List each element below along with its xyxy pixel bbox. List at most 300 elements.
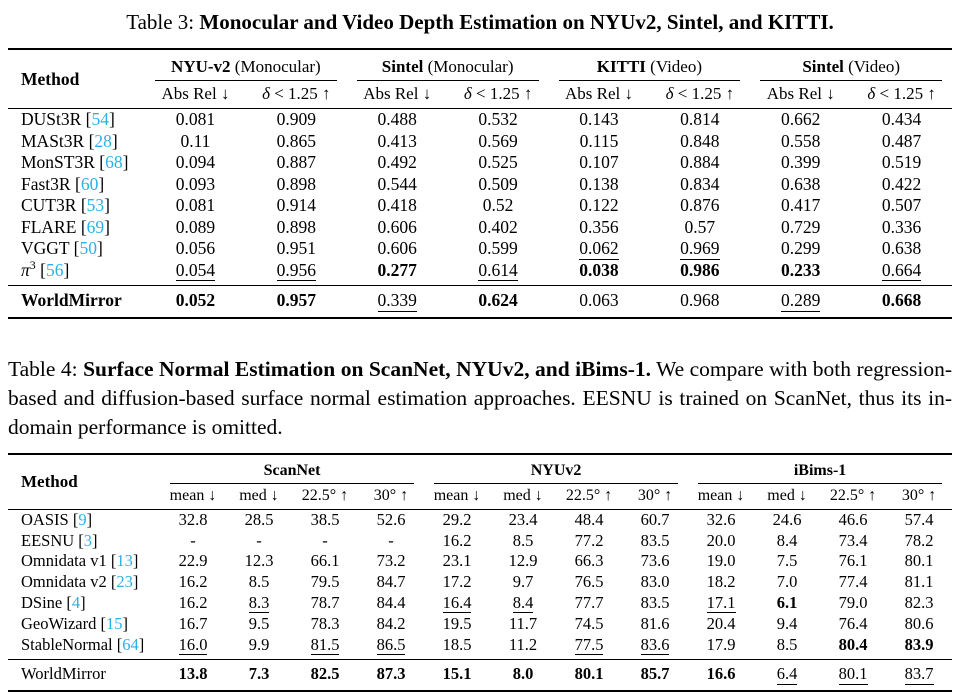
value-cell: 9.5 (248, 613, 270, 633)
value-cell: 0.089 (175, 216, 216, 237)
value-cell (688, 593, 754, 614)
value-cell: 9.7 (512, 572, 534, 592)
value-cell (549, 260, 650, 286)
value-cell (347, 286, 448, 318)
value-cell (145, 286, 246, 318)
table-row (8, 238, 952, 260)
best-value: 85.7 (640, 664, 670, 684)
value-cell: 19.0 (706, 551, 736, 571)
value-cell: 0.599 (478, 238, 518, 259)
table3-caption (8, 9, 952, 35)
bracket: ] (104, 195, 110, 216)
best-value: 83.9 (904, 634, 934, 654)
value-cell (556, 660, 622, 691)
method-name: VGGT (21, 238, 70, 259)
table-row (8, 195, 952, 217)
best-value: 16.6 (706, 664, 736, 684)
bracket: [ (74, 173, 81, 194)
value-cell: 0.115 (579, 130, 619, 151)
value-cell (448, 286, 549, 318)
dataset-mode: (Video) (645, 57, 703, 77)
method-cell (8, 509, 160, 530)
value-cell (750, 286, 851, 318)
metric-column-header: 22.5° ↑ (292, 484, 358, 510)
value-cell: 0.914 (276, 195, 316, 216)
second-best-value: 0.969 (680, 238, 720, 259)
value-cell: 19.5 (442, 613, 472, 633)
metric-column-header: δ < 1.25 ↑ (246, 81, 347, 109)
second-best-value: 77.5 (574, 634, 604, 654)
value-cell: 7.5 (776, 551, 798, 571)
metric-column-header: 22.5° ↑ (820, 484, 886, 510)
value-cell: 0.729 (781, 216, 821, 237)
value-cell: 17.9 (706, 634, 736, 654)
value-cell: 0.143 (579, 109, 619, 130)
second-best-value: 0.289 (781, 290, 821, 311)
metric-column-header: Abs Rel ↓ (549, 81, 650, 109)
value-cell (851, 286, 952, 318)
value-cell: 52.6 (376, 509, 406, 529)
value-cell: 66.3 (574, 551, 604, 571)
bracket: ] (132, 572, 139, 592)
bracket: ] (138, 634, 145, 654)
metric-column-header: δ < 1.25 ↑ (851, 81, 952, 109)
value-cell (622, 635, 688, 660)
table-row (8, 217, 952, 239)
value-cell: 0.107 (579, 152, 619, 173)
dataset-name: iBims-1 (793, 461, 847, 479)
best-value: 15.1 (442, 664, 472, 684)
table-row (8, 635, 952, 660)
method-name: DSine (21, 592, 63, 612)
value-cell: 0.081 (175, 109, 216, 130)
value-cell: 84.4 (376, 592, 406, 612)
value-cell: 24.6 (772, 509, 802, 529)
value-cell: 0.606 (377, 216, 417, 237)
dataset-group-header (160, 454, 424, 484)
value-cell: 84.7 (376, 572, 406, 592)
value-cell: 0.884 (680, 152, 720, 173)
value-cell: 12.9 (508, 551, 538, 571)
value-cell: - (256, 530, 262, 550)
table3 (8, 48, 952, 319)
value-cell: - (322, 530, 328, 550)
value-cell: 0.887 (276, 152, 316, 173)
value-cell: 82.3 (904, 592, 934, 612)
citation-link[interactable]: 28 (94, 130, 112, 151)
value-cell: 77.7 (574, 592, 604, 612)
method-cell (8, 572, 160, 593)
value-cell (754, 593, 820, 614)
value-cell: 81.6 (640, 613, 670, 633)
bracket: [ (110, 572, 117, 592)
paper-page (0, 9, 960, 692)
bracket: [ (99, 152, 106, 173)
second-best-value: 0.664 (881, 259, 922, 280)
method-cell (8, 551, 160, 572)
bracket: [ (66, 592, 72, 612)
value-cell: 16.2 (178, 592, 208, 612)
value-cell: 0.417 (781, 195, 821, 216)
bracket: [ (40, 259, 46, 280)
table-row (8, 286, 952, 318)
value-cell: 16.2 (178, 572, 208, 592)
value-cell: 79.5 (310, 572, 340, 592)
bracket: ] (132, 551, 139, 571)
value-cell: 83.0 (640, 572, 670, 592)
group-header-row (8, 49, 952, 81)
value-cell: 0.094 (175, 152, 216, 173)
citation-link[interactable]: 15 (106, 613, 123, 633)
value-cell: 0.519 (881, 152, 922, 173)
method-cell (8, 174, 145, 196)
value-cell: - (190, 530, 196, 550)
value-cell: 0.876 (680, 195, 720, 216)
metric-column-header: δ < 1.25 ↑ (448, 81, 549, 109)
table-row (8, 260, 952, 286)
table-row (8, 109, 952, 131)
dataset-name: ScanNet (263, 461, 321, 479)
value-cell: 12.3 (244, 551, 274, 571)
dataset-group-header (347, 49, 549, 81)
value-cell (886, 635, 952, 660)
metric-column-header: 30° ↑ (886, 484, 952, 510)
value-cell (820, 660, 886, 691)
second-best-value: 83.7 (904, 664, 934, 684)
value-cell: 0.056 (175, 238, 216, 259)
value-cell: 0.898 (276, 216, 316, 237)
citation-link[interactable]: 13 (116, 551, 133, 571)
method-name: GeoWizard (21, 613, 97, 633)
value-cell: 0.509 (478, 173, 518, 194)
value-cell: 8.4 (776, 530, 798, 550)
value-cell: 0.52 (482, 195, 514, 216)
metric-column-header: Abs Rel ↓ (145, 81, 246, 109)
value-cell: 84.2 (376, 613, 406, 633)
value-cell: 23.1 (442, 551, 472, 571)
method-name: FLARE (21, 216, 77, 237)
best-value: 0.038 (579, 259, 619, 280)
citation-link[interactable]: 64 (122, 634, 139, 654)
dataset-group-rule (155, 57, 337, 81)
metric-column-header: med ↓ (490, 484, 556, 510)
dataset-group-header (424, 454, 688, 484)
bracket: ] (109, 109, 115, 130)
value-cell (160, 660, 226, 691)
value-cell: 79.0 (838, 592, 868, 612)
bracket: ] (97, 238, 103, 259)
method-cell (8, 217, 145, 239)
second-best-value: 83.6 (640, 634, 670, 654)
second-best-value: 80.1 (838, 664, 868, 684)
value-cell (145, 260, 246, 286)
value-cell: 81.1 (904, 572, 934, 592)
value-cell: 76.5 (574, 572, 604, 592)
second-best-value: 0.339 (377, 290, 417, 311)
value-cell: 57.4 (904, 509, 934, 529)
dataset-group-header (688, 454, 952, 484)
bracket: ] (63, 259, 70, 280)
value-cell: 0.525 (478, 152, 518, 173)
value-cell: 0.558 (781, 130, 821, 151)
citation-link[interactable]: 60 (80, 173, 99, 194)
metric-column-header: med ↓ (754, 484, 820, 510)
metric-column-header: med ↓ (226, 484, 292, 510)
method-cell (8, 614, 160, 635)
best-value: 0.277 (377, 259, 417, 280)
second-best-value: 0.956 (276, 259, 316, 280)
dataset-group-header (145, 49, 347, 81)
value-cell (490, 593, 556, 614)
value-cell: 0.814 (680, 109, 720, 130)
value-cell (292, 635, 358, 660)
value-cell (750, 260, 851, 286)
value-cell (226, 660, 292, 691)
value-cell (886, 660, 952, 691)
value-cell: 20.0 (706, 530, 736, 550)
method-superscript: 3 (29, 257, 36, 272)
dataset-group-header (549, 49, 751, 81)
value-cell: 16.7 (178, 613, 208, 633)
value-cell: 32.6 (706, 509, 736, 529)
table-row (8, 572, 952, 593)
value-cell: 0.544 (377, 173, 417, 194)
method-column-header: Method (8, 49, 145, 109)
method-cell (8, 660, 160, 691)
citation-link[interactable]: 50 (79, 238, 97, 259)
value-cell: 76.4 (838, 613, 868, 633)
citation-link[interactable]: 53 (86, 195, 105, 216)
table-row (8, 152, 952, 174)
table4-caption-prefix: Table 4: (8, 356, 84, 381)
value-cell: 80.1 (904, 551, 934, 571)
value-cell (292, 660, 358, 691)
value-cell: 9.9 (248, 634, 270, 654)
value-cell: 78.2 (904, 530, 934, 550)
value-cell: 0.422 (881, 173, 922, 194)
value-cell: 46.6 (838, 509, 868, 529)
method-name: Omnidata v2 (21, 572, 107, 592)
value-cell: 0.356 (579, 216, 619, 237)
value-cell: 28.5 (244, 509, 274, 529)
group-header-row (8, 454, 952, 484)
value-cell: 0.848 (680, 130, 720, 151)
table-row (8, 660, 952, 691)
best-value: 0.668 (881, 290, 922, 311)
table3-caption-title: Monocular and Video Depth Estimation on NYUv2, Sintel, and KITTI. (199, 10, 834, 34)
bracket: ] (98, 173, 105, 194)
value-cell (649, 260, 750, 286)
value-cell: 11.7 (508, 613, 538, 633)
value-cell: 0.951 (276, 238, 316, 259)
value-cell: 0.081 (175, 195, 216, 216)
value-cell: 0.418 (377, 195, 417, 216)
best-value: 6.1 (776, 592, 798, 612)
value-cell: 0.138 (579, 173, 619, 194)
value-cell: 18.5 (442, 634, 472, 654)
method-cell (8, 286, 145, 318)
best-value: 8.0 (512, 664, 534, 684)
method-name: CUT3R (21, 195, 77, 216)
second-best-value: 81.5 (310, 634, 340, 654)
value-cell: 0.122 (579, 195, 619, 216)
method-cell (8, 593, 160, 614)
best-value: 80.1 (574, 664, 604, 684)
value-cell (490, 660, 556, 691)
dataset-group-rule (559, 57, 741, 81)
method-name: WorldMirror (21, 664, 106, 684)
value-cell: 0.063 (549, 286, 650, 318)
bracket: [ (116, 634, 123, 654)
method-cell (8, 109, 145, 131)
metric-column-header: mean ↓ (160, 484, 226, 510)
value-cell: - (388, 530, 394, 550)
value-cell (549, 238, 650, 260)
value-cell: 0.865 (276, 130, 316, 151)
value-cell: 78.7 (310, 592, 340, 612)
second-best-value: 0.062 (579, 238, 619, 259)
dataset-group-rule (170, 462, 414, 484)
value-cell: 0.413 (377, 130, 417, 151)
table-row (8, 174, 952, 196)
table-row (8, 551, 952, 572)
value-cell: 23.4 (508, 509, 538, 529)
best-value: 13.8 (178, 664, 208, 684)
citation-link[interactable]: 68 (105, 152, 123, 173)
best-value: 87.3 (376, 664, 406, 684)
value-cell: 29.2 (442, 509, 472, 529)
method-name: MonST3R (21, 152, 95, 173)
value-cell: 76.1 (838, 551, 868, 571)
second-best-value: 17.1 (706, 592, 736, 612)
dataset-name: Sintel (802, 57, 844, 77)
method-name: π (21, 259, 30, 280)
dataset-mode: (Monocular) (230, 57, 321, 77)
best-value: 0.233 (781, 259, 821, 280)
value-cell (424, 593, 490, 614)
value-cell: 0.399 (781, 152, 821, 173)
value-cell: 0.507 (881, 195, 922, 216)
bracket: ] (92, 530, 98, 550)
value-cell (424, 660, 490, 691)
dataset-group-rule (357, 57, 539, 81)
value-cell: 16.2 (442, 530, 472, 550)
value-cell: 73.2 (376, 551, 406, 571)
value-cell: 9.4 (776, 613, 798, 633)
value-cell (358, 635, 424, 660)
dataset-mode: (Video) (843, 57, 900, 77)
value-cell (556, 635, 622, 660)
value-cell: 8.5 (512, 530, 534, 550)
bracket: ] (122, 613, 129, 633)
best-value: 7.3 (248, 664, 270, 684)
value-cell: 0.299 (781, 238, 821, 259)
value-cell: 74.5 (574, 613, 604, 633)
bracket: ] (80, 592, 86, 612)
value-cell: 0.569 (478, 130, 518, 151)
metric-column-header: mean ↓ (424, 484, 490, 510)
value-cell: 7.0 (776, 572, 798, 592)
value-cell (246, 286, 347, 318)
value-cell: 38.5 (310, 509, 340, 529)
citation-link[interactable]: 4 (71, 592, 81, 612)
table-row (8, 131, 952, 153)
bracket: [ (78, 530, 84, 550)
method-cell (8, 195, 145, 217)
best-value: 0.957 (276, 290, 316, 311)
metric-header-row (8, 81, 952, 109)
method-cell (8, 635, 160, 660)
citation-link[interactable]: 9 (78, 509, 87, 529)
citation-link[interactable]: 56 (45, 259, 64, 280)
value-cell: 77.2 (574, 530, 604, 550)
value-cell: 0.402 (478, 216, 518, 237)
value-cell: 20.4 (706, 613, 736, 633)
second-best-value: 8.3 (248, 592, 270, 612)
method-name: DUSt3R (21, 109, 82, 130)
table-row (8, 593, 952, 614)
bracket: [ (88, 130, 95, 151)
bracket: ] (86, 509, 93, 529)
second-best-value: 0.614 (478, 259, 518, 280)
best-value: 0.624 (478, 290, 518, 311)
citation-link[interactable]: 69 (86, 216, 105, 237)
value-cell (160, 635, 226, 660)
dataset-group-rule (698, 462, 942, 484)
method-cell (8, 257, 145, 286)
bracket: [ (72, 509, 79, 529)
value-cell: 48.4 (574, 509, 604, 529)
value-cell: 0.968 (649, 286, 750, 318)
value-cell: 0.11 (180, 130, 211, 151)
dataset-group-rule (760, 57, 942, 81)
dataset-group-rule (434, 462, 678, 484)
metric-column-header: Abs Rel ↓ (347, 81, 448, 109)
metric-column-header: Abs Rel ↓ (750, 81, 851, 109)
method-name: WorldMirror (21, 290, 122, 311)
best-value: 82.5 (310, 664, 340, 684)
bracket: [ (100, 613, 107, 633)
second-best-value: 8.4 (512, 592, 534, 612)
method-cell (8, 152, 145, 174)
table-row (8, 531, 952, 552)
citation-link[interactable]: 3 (83, 530, 93, 550)
citation-link[interactable]: 23 (116, 572, 133, 592)
second-best-value: 0.054 (175, 259, 216, 280)
table4-caption-title: Surface Normal Estimation on ScanNet, NYUv2, and iBims-1. (83, 356, 651, 381)
bracket: ] (122, 152, 129, 173)
value-cell (226, 593, 292, 614)
value-cell: 0.488 (377, 109, 417, 130)
value-cell: 0.898 (276, 173, 316, 194)
value-cell: 83.5 (640, 592, 670, 612)
value-cell (851, 260, 952, 286)
value-cell (358, 660, 424, 691)
value-cell: 22.9 (178, 551, 208, 571)
second-best-value: 16.0 (178, 634, 208, 654)
bracket: [ (73, 238, 80, 259)
citation-link[interactable]: 54 (91, 109, 109, 130)
dataset-group-header (750, 49, 952, 81)
value-cell: 0.662 (781, 109, 821, 130)
second-best-value: 16.4 (442, 592, 472, 612)
value-cell: 17.2 (442, 572, 472, 592)
metric-column-header: 22.5° ↑ (556, 484, 622, 510)
second-best-value: 86.5 (376, 634, 406, 654)
value-cell (649, 238, 750, 260)
value-cell: 80.6 (904, 613, 934, 633)
metric-column-header: mean ↓ (688, 484, 754, 510)
